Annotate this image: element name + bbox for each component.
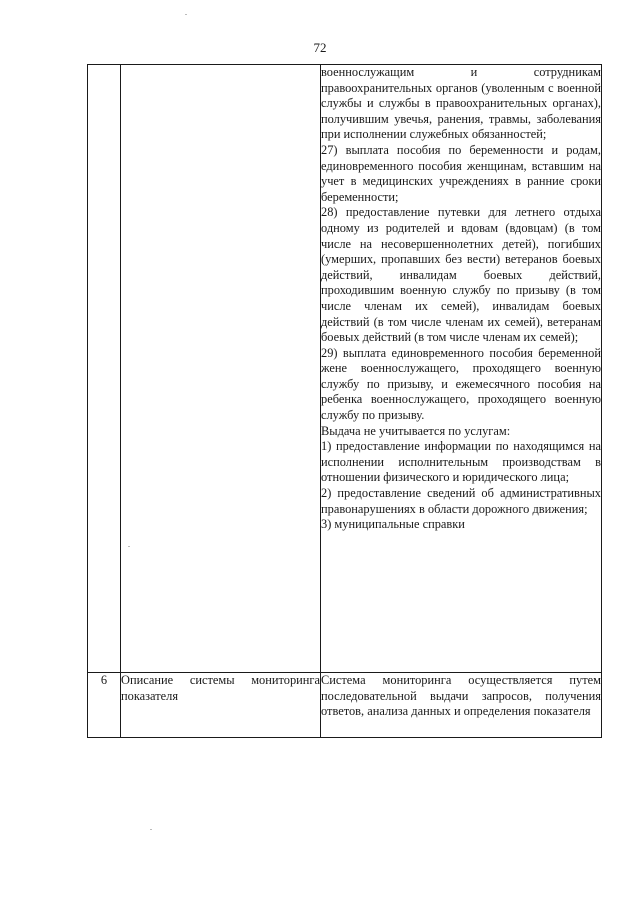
excluded-service-2: 2) предоставление сведений об административных правонарушениях в области дорожного движения; (321, 486, 601, 516)
excluded-service-1: 1) предоставление информации по находящимся на исполнении исполнительным производствам в отношении физического и юридического лица; (321, 439, 601, 485)
page-number: 72 (313, 40, 327, 55)
label-cell-empty (121, 65, 321, 673)
service-item-27: 27) выплата пособия по беременности и родам, единовременного пособия женщинам, вставшим на учет в медицинских учреждениях в ранние сроки беременности; (321, 142, 601, 204)
table-row-6 (88, 673, 602, 738)
excluded-service-3: 3) муниципальные справки (321, 517, 465, 532)
continued-text-cell (321, 65, 602, 673)
service-item-26-end: военнослужащим и сотрудникам правоохранительных органов (уволенным с военной службы и службы в правоохранительных органах), получившим увечья, ранения, травмы, заболевания при исполнении служебных обязанностей; (321, 65, 601, 142)
number-cell-empty (88, 65, 121, 673)
indicator-table (87, 64, 602, 738)
row-label: Описание системы мониторинга показателя (121, 673, 321, 738)
scan-speck (150, 829, 152, 830)
excluded-services-heading: Выдача не учитывается по услугам: (321, 423, 511, 438)
service-item-28: 28) предоставление путевки для летнего отдыха одному из родителей и вдовам (вдовцам) (в том числе на несовершеннолетних детей), погибших (умерших, пропавших без вести) ветеранов боевых действий, инвалидам боевых действий, проходившим военную службу по призыву (в том числе членам их семей), инвалидам боевых действий (в том числе членам их семей), ветеранам боевых действий (в том числе членам их семей); (321, 205, 601, 345)
service-item-29: 29) выплата единовременного пособия беременной жене военнослужащего, проходящего военную службу по призыву, и ежемесячного пособия на ребенка военнослужащего, проходящего военную службу по призыву. (321, 345, 601, 423)
row-number: 6 (88, 673, 121, 738)
scan-speck (185, 14, 187, 15)
row-value: Система мониторинга осуществляется путем последовательной выдачи запросов, получения ответов, анализа данных и определения показателя (321, 673, 602, 738)
table-row-continued (88, 65, 602, 673)
